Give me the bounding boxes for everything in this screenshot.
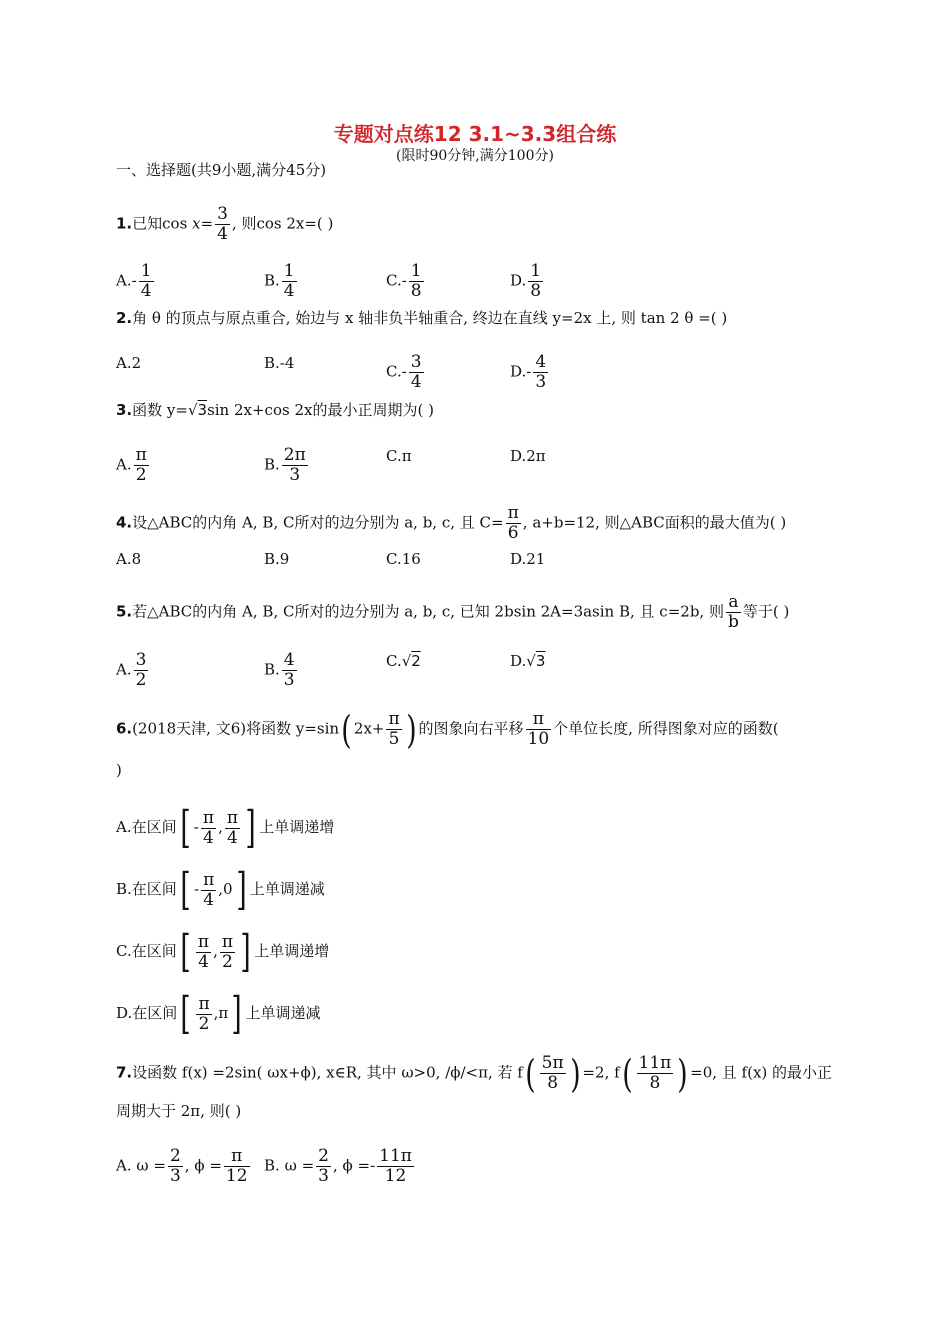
q2-option-d[interactable]: D.- $\frac{4}{3}$ <box>510 352 547 392</box>
q1-option-a[interactable]: A.- $\frac{1}{4}$ <box>116 261 152 301</box>
question-2: 2.角 θ 的顶点与原点重合, 始边与 x 轴非负半轴重合, 终边在直线 y=2x 上, 则 tan 2 θ =( ) <box>116 309 728 327</box>
q5-option-a[interactable]: A. $\frac{3}{2}$ <box>116 650 147 690</box>
q4-option-a[interactable]: A.8 <box>116 550 142 568</box>
question-6: 6.(2018天津, 文6)将函数 y=sin( 2x+ $\frac{\pi}{5}$ ) 的图象向右平移 $\frac{\pi}{10}$ 个单位长度, 所得图象对应的函数( <box>116 707 779 752</box>
radical: √3 <box>187 401 208 419</box>
question-5: 5.若△ABC的内角 A, B, C所对的边分别为 a, b, c, 已知 2bsin 2A=3asin B, 且 c=2b, 则 $\frac{a}{b}$ 等于( ) <box>116 592 790 632</box>
q2-option-a[interactable]: A.2 <box>116 354 142 372</box>
q1-option-b[interactable]: B. $\frac{1}{4}$ <box>264 261 295 301</box>
q4-option-d[interactable]: D.21 <box>510 550 546 568</box>
question-6-cont: ) <box>116 761 122 779</box>
q3-option-a[interactable]: A. $\frac{\pi}{2}$ <box>116 445 147 485</box>
question-3: 3.函数 y=√3sin 2x+cos 2x的最小正周期为( ) <box>116 401 434 419</box>
q4-option-b[interactable]: B.9 <box>264 550 290 568</box>
q1-option-c[interactable]: C.- $\frac{1}{8}$ <box>386 261 422 301</box>
q5-option-d[interactable]: D.√3 <box>510 652 546 670</box>
q7-option-a[interactable]: A. ω = $\frac{2}{3}$ , ϕ = $\frac{\pi}{12}$ <box>116 1146 248 1186</box>
q7-option-b[interactable]: B. ω = $\frac{2}{3}$ , ϕ =- $\frac{11\pi}{12}$ <box>264 1146 412 1186</box>
q6-option-a[interactable]: A.在区间[ - $\frac{\pi}{4}$ , $\frac{\pi}{4}$ ] 上单调递增 <box>116 802 335 853</box>
q2-option-b[interactable]: B.-4 <box>264 354 295 372</box>
question-7-cont: 周期大于 2π, 则( ) <box>116 1102 242 1120</box>
q6-option-d[interactable]: D.在区间[ $\frac{\pi}{2}$ ,π] 上单调递减 <box>116 988 321 1039</box>
fraction: $\frac{3}{4}$ <box>217 204 228 244</box>
q3-option-d[interactable]: D.2π <box>510 447 546 465</box>
page-title: 专题对点练12 3.1~3.3组合练 <box>333 122 617 146</box>
page-subtitle: (限时90分钟,满分100分) <box>396 148 554 164</box>
q6-option-b[interactable]: B.在区间[ - $\frac{\pi}{4}$ ,0] 上单调递减 <box>116 864 325 915</box>
q6-option-c[interactable]: C.在区间[ $\frac{\pi}{4}$ , $\frac{\pi}{2}$ ] 上单调递增 <box>116 926 330 977</box>
question-7: 7.设函数 f(x) =2sin( ωx+ϕ), x∈R, 其中 ω>0, /ϕ/<π, 若 f( $\frac{5\pi}{8}$ ) =2, f( $\frac{11\pi}{8}$ ) =0, 且 f(x) 的最小正 <box>116 1051 833 1096</box>
q2-option-c[interactable]: C.- $\frac{3}{4}$ <box>386 352 422 392</box>
question-number: 1. <box>116 214 133 233</box>
q3-option-b[interactable]: B. $\frac{2\pi}{3}$ <box>264 445 306 485</box>
q5-option-c[interactable]: C.√2 <box>386 652 421 670</box>
q4-option-c[interactable]: C.16 <box>386 550 421 568</box>
question-1: 1.已知cos x= $\frac{3}{4}$ , 则cos 2x=( ) <box>116 204 334 244</box>
section-heading: 一、选择题(共9小题,满分45分) <box>116 161 327 179</box>
question-4: 4.设△ABC的内角 A, B, C所对的边分别为 a, b, c, 且 C= $\frac{\pi}{6}$ , a+b=12, 则△ABC面积的最大值为( ) <box>116 503 787 543</box>
q5-option-b[interactable]: B. $\frac{4}{3}$ <box>264 650 295 690</box>
q1-option-d[interactable]: D. $\frac{1}{8}$ <box>510 261 542 301</box>
q3-option-c[interactable]: C.π <box>386 447 412 465</box>
